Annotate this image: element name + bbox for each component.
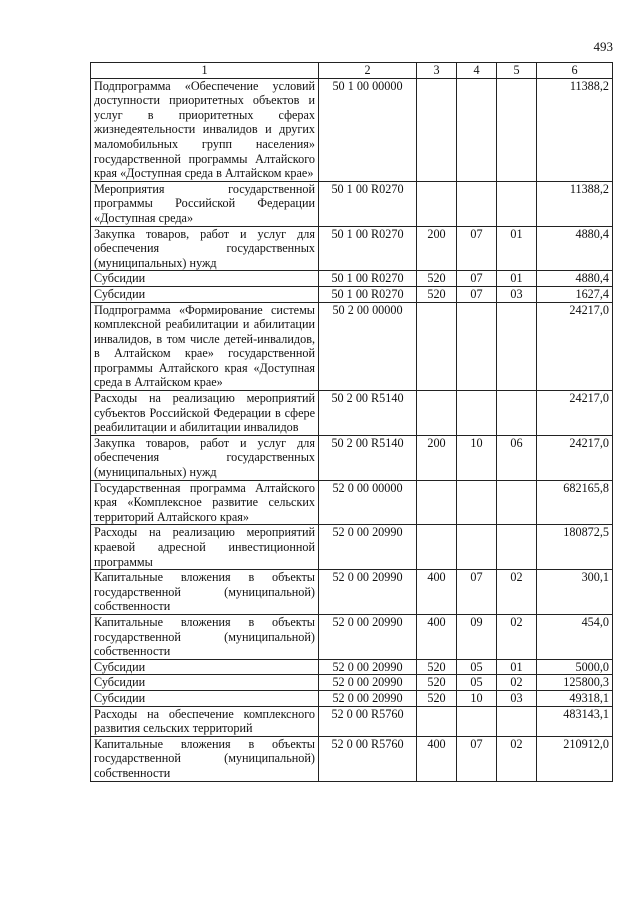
cell-code: 50 1 00 R0270 [319,181,417,226]
cell-amount: 210912,0 [537,736,613,781]
cell-col5 [497,181,537,226]
cell-col5: 06 [497,435,537,480]
page-number: 493 [593,39,613,54]
cell-col4: 07 [457,271,497,287]
column-header-name: 1 [91,63,319,79]
cell-col5: 01 [497,271,537,287]
cell-amount: 11388,2 [537,78,613,181]
cell-col4 [457,78,497,181]
cell-col4: 10 [457,435,497,480]
budget-table [90,62,613,782]
cell-code: 50 2 00 00000 [319,302,417,391]
cell-col3: 400 [417,736,457,781]
table-row [91,570,613,615]
cell-col4: 07 [457,570,497,615]
cell-col5 [497,480,537,525]
cell-col4: 10 [457,690,497,706]
column-header-5: 5 [497,63,537,79]
cell-col3: 520 [417,659,457,675]
cell-name: Капитальные вложения в объекты государственной (муниципальной) собственности [91,736,319,781]
cell-amount: 4880,4 [537,271,613,287]
cell-col4: 07 [457,226,497,271]
cell-code: 52 0 00 R5760 [319,706,417,736]
cell-col3 [417,181,457,226]
table-row [91,271,613,287]
cell-col4 [457,181,497,226]
cell-col3 [417,525,457,570]
cell-amount: 300,1 [537,570,613,615]
cell-col4: 07 [457,286,497,302]
cell-col5 [497,706,537,736]
cell-col5: 01 [497,226,537,271]
cell-code: 50 1 00 R0270 [319,226,417,271]
cell-code: 52 0 00 20990 [319,675,417,691]
cell-col3: 520 [417,286,457,302]
cell-col3 [417,391,457,436]
table-row [91,614,613,659]
cell-code: 52 0 00 20990 [319,614,417,659]
table-row [91,391,613,436]
column-header-code: 2 [319,63,417,79]
cell-col3: 400 [417,570,457,615]
table-row [91,226,613,271]
cell-amount: 24217,0 [537,391,613,436]
cell-col4 [457,302,497,391]
cell-col5 [497,391,537,436]
cell-col3 [417,302,457,391]
cell-col4 [457,480,497,525]
cell-amount: 5000,0 [537,659,613,675]
cell-code: 52 0 00 20990 [319,659,417,675]
cell-amount: 49318,1 [537,690,613,706]
cell-col4: 05 [457,675,497,691]
table-row [91,480,613,525]
table-row [91,525,613,570]
cell-col4: 07 [457,736,497,781]
cell-amount: 11388,2 [537,181,613,226]
table-row [91,659,613,675]
cell-name: Субсидии [91,286,319,302]
cell-col5 [497,302,537,391]
cell-amount: 454,0 [537,614,613,659]
cell-code: 50 2 00 R5140 [319,435,417,480]
cell-amount: 125800,3 [537,675,613,691]
cell-col3: 200 [417,435,457,480]
cell-name: Расходы на реализацию мероприятий краевой адресной инвестиционной программы [91,525,319,570]
cell-code: 52 0 00 00000 [319,480,417,525]
cell-col5: 02 [497,675,537,691]
cell-col3 [417,706,457,736]
cell-col4 [457,391,497,436]
cell-name: Государственная программа Алтайского края «Комплексное развитие сельских территорий Алтайского края» [91,480,319,525]
cell-code: 52 0 00 20990 [319,690,417,706]
cell-name: Капитальные вложения в объекты государственной (муниципальной) собственности [91,570,319,615]
cell-name: Субсидии [91,271,319,287]
cell-col5: 03 [497,690,537,706]
cell-amount: 180872,5 [537,525,613,570]
cell-col5: 02 [497,570,537,615]
cell-name: Расходы на реализацию мероприятий субъектов Российской Федерации в сфере реабилитации и абилитации инвалидов [91,391,319,436]
table-row [91,675,613,691]
cell-code: 50 2 00 R5140 [319,391,417,436]
cell-amount: 1627,4 [537,286,613,302]
table-row [91,706,613,736]
cell-code: 50 1 00 00000 [319,78,417,181]
cell-code: 50 1 00 R0270 [319,271,417,287]
cell-name: Подпрограмма «Обеспечение условий доступности приоритетных объектов и услуг в приоритетных сферах жизнедеятельности инвалидов и других маломобильных групп населения» государственной программы Алтайского края «Доступная среда в Алтайском крае» [91,78,319,181]
table-row [91,302,613,391]
cell-amount: 24217,0 [537,435,613,480]
cell-name: Подпрограмма «Формирование системы комплексной реабилитации и абилитации инвалидов, в том числе детей-инвалидов, в Алтайском крае» государственной программы Алтайского края «Доступная среда в Алтайском крае» [91,302,319,391]
cell-col3 [417,480,457,525]
cell-amount: 682165,8 [537,480,613,525]
cell-amount: 24217,0 [537,302,613,391]
cell-col3: 520 [417,271,457,287]
cell-name: Капитальные вложения в объекты государственной (муниципальной) собственности [91,614,319,659]
cell-col5: 02 [497,736,537,781]
cell-col3: 520 [417,675,457,691]
table-row [91,286,613,302]
cell-col4 [457,525,497,570]
cell-code: 50 1 00 R0270 [319,286,417,302]
cell-col4: 05 [457,659,497,675]
cell-code: 52 0 00 20990 [319,525,417,570]
cell-col4 [457,706,497,736]
cell-name: Закупка товаров, работ и услуг для обеспечения государственных (муниципальных) нужд [91,435,319,480]
table-row [91,181,613,226]
cell-code: 52 0 00 R5760 [319,736,417,781]
cell-col5: 01 [497,659,537,675]
cell-col5: 03 [497,286,537,302]
cell-col5 [497,78,537,181]
cell-name: Субсидии [91,675,319,691]
table-row [91,736,613,781]
column-header-amount: 6 [537,63,613,79]
cell-name: Субсидии [91,690,319,706]
column-header-4: 4 [457,63,497,79]
cell-amount: 4880,4 [537,226,613,271]
cell-col3: 200 [417,226,457,271]
cell-amount: 483143,1 [537,706,613,736]
cell-name: Закупка товаров, работ и услуг для обеспечения государственных (муниципальных) нужд [91,226,319,271]
cell-col3 [417,78,457,181]
cell-col3: 520 [417,690,457,706]
table-row [91,690,613,706]
column-header-3: 3 [417,63,457,79]
cell-name: Субсидии [91,659,319,675]
cell-name: Мероприятия государственной программы Российской Федерации «Доступная среда» [91,181,319,226]
cell-col5 [497,525,537,570]
cell-col3: 400 [417,614,457,659]
table-row [91,435,613,480]
cell-name: Расходы на обеспечение комплексного развития сельских территорий [91,706,319,736]
cell-col5: 02 [497,614,537,659]
cell-code: 52 0 00 20990 [319,570,417,615]
cell-col4: 09 [457,614,497,659]
table-header-row [91,63,613,79]
table-row [91,78,613,181]
